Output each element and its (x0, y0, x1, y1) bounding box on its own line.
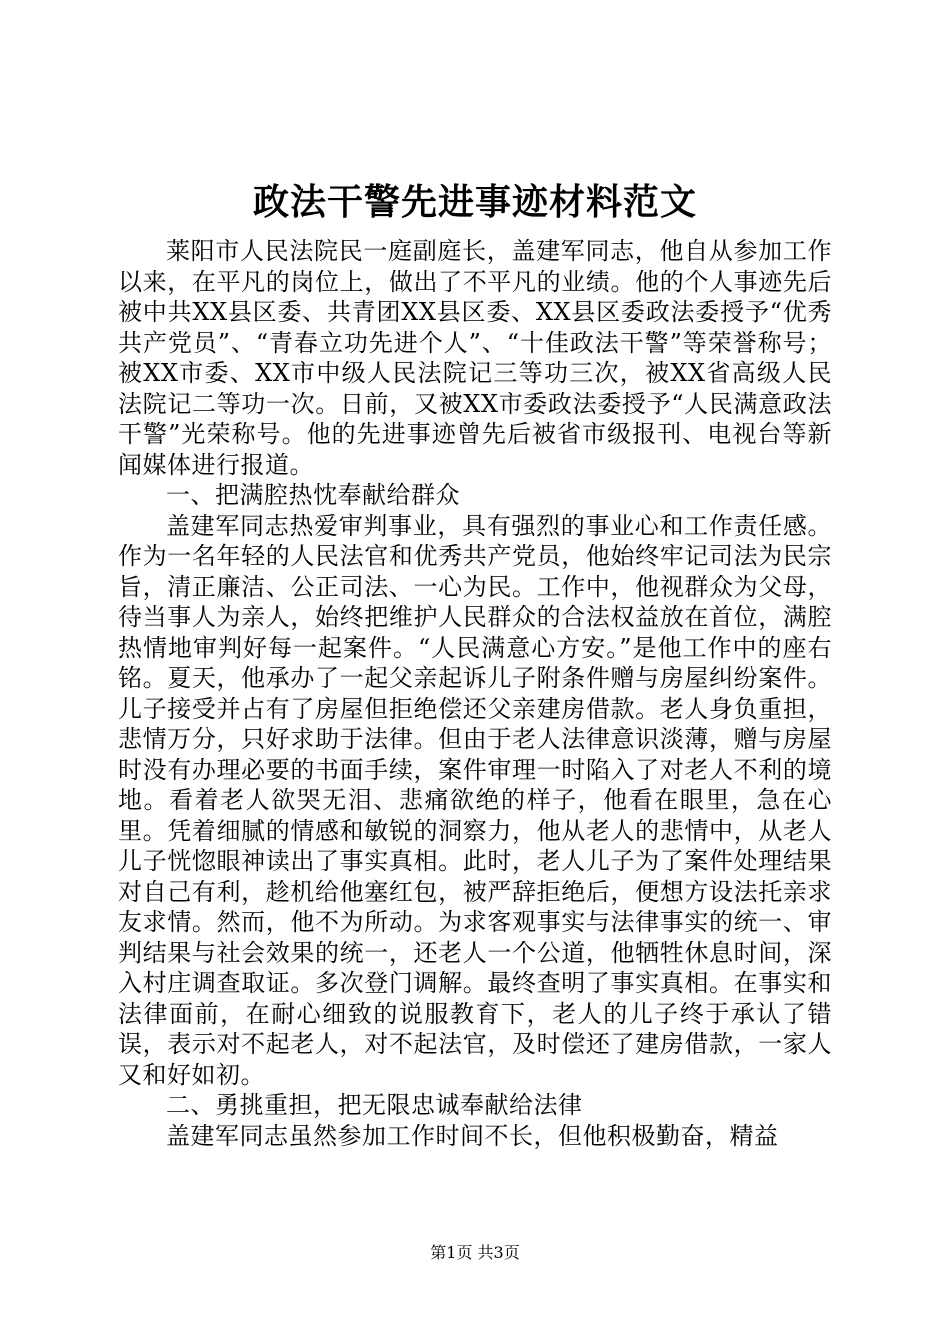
section-heading-1: 一、把满腔热忱奉献给群众 (166, 481, 460, 509)
paragraph-section-1: 盖建军同志热爱审判事业，具有强烈的事业心和工作责任感。作为一名年轻的人民法官和优秀共产党员，他始终牢记司法为民宗旨，清正廉洁、公正司法、一心为民。工作中，他视群众为父母，待当事人为亲人，始终把维护人民群众的合法权益放在首位，满腔热情地审判好每一起案件。“人民满意心方安。”是他工作中的座右铭。夏天，他承办了一起父亲起诉儿子附条件赠与房屋纠纷案件。儿子接受并占有了房屋但拒绝偿还父亲建房借款。老人身负重担，悲情万分，只好求助于法律。但由于老人法律意识淡薄，赠与房屋时没有办理必要的书面手续，案件审理一时陷入了对老人不利的境地。看着老人欲哭无泪、悲痛欲绝的样子，他看在眼里，急在心里。凭着细腻的情感和敏锐的洞察力，他从老人的悲情中，从老人儿子恍惚眼神读出了事实真相。此时，老人儿子为了案件处理结果对自己有利，趁机给他塞红包，被严辞拒绝后，便想方设法托亲求友求情。然而，他不为所动。为求客观事实与法律事实的统一、审判结果与社会效果的统一，还老人一个公道，他牺牲休息时间，深入村庄调查取证。多次登门调解。最终查明了事实真相。在事实和法律面前，在耐心细致的说服教育下，老人的儿子终于承认了错误，表示对不起老人，对不起法官，及时偿还了建房借款，一家人又和好如初。 (118, 511, 832, 1089)
paragraph-intro: 莱阳市人民法院民一庭副庭长，盖建军同志，他自从参加工作以来，在平凡的岗位上，做出了不平凡的业绩。他的个人事迹先后被中共XX县区委、共青团XX县区委、XX县区委政法委授予“优秀共产党员”、“青春立功先进个人”、“十佳政法干警”等荣誉称号；被XX市委、XX市中级人民法院记三等功三次，被XX省高级人民法院记二等功一次。日前，又被XX市委政法委授予“人民满意政法干警”光荣称号。他的先进事迹曾先后被省市级报刊、电视台等新闻媒体进行报道。 (118, 237, 832, 479)
document-title: 政法干警先进事迹材料范文 (252, 181, 697, 223)
paragraph-section-2: 盖建军同志虽然参加工作时间不长，但他积极勤奋，精益 (166, 1121, 779, 1150)
page-number-footer: 第1页 共3页 (430, 1243, 520, 1262)
section-heading-2: 二、勇挑重担，把无限忠诚奉献给法律 (166, 1091, 583, 1119)
document-body (118, 236, 832, 1151)
